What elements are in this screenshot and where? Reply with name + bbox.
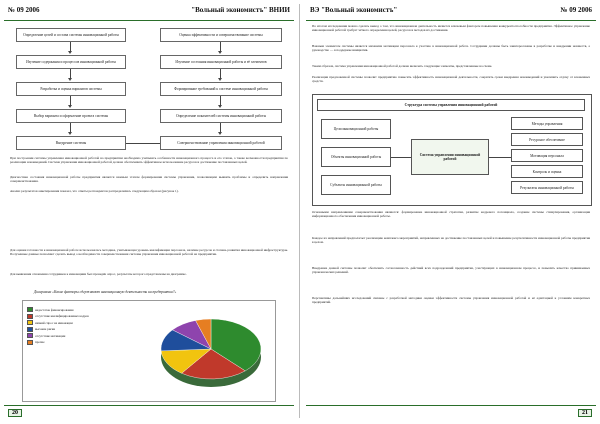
flow-arrow (220, 42, 221, 52)
legend-item: высокие риски (27, 327, 147, 332)
right-page (306, 4, 596, 418)
flow-connector (126, 143, 160, 144)
legend-item: недостаток финансирования (27, 307, 147, 312)
table-left-cell: Субъекты инновационной работы (321, 175, 391, 195)
left-header-number: № 09 2006 (8, 6, 40, 14)
table-right-cell: Ресурсное обеспечение (511, 133, 583, 146)
flow-arrow (70, 96, 71, 106)
table-right-cell: Контроль и оценка (511, 165, 583, 178)
flow-box-4: Выбор варианта и оформление проекта системы (16, 109, 126, 123)
pie-chart (151, 303, 271, 399)
right-page-number: 21 (578, 409, 592, 417)
flow-arrow (70, 123, 71, 133)
left-paragraph-3: Анализ результатов анкетирования показал, что ответы респондентов распределились следующим образом (рисунок 1). (10, 189, 179, 193)
table-connector (489, 157, 511, 158)
table-left-cell: Объекты инновационной работы (321, 147, 391, 167)
flow-arrow (70, 42, 71, 52)
table-right-cell: Мотивация персонала (511, 149, 583, 162)
right-paragraph-3: Таким образом, система управления инновационной работой должна включать следующие элементы, представленные на схеме. (312, 64, 493, 68)
flow-arrow (70, 69, 71, 79)
chart-legend (27, 307, 147, 346)
table-center-cell: Система управления инновационной работой (411, 139, 489, 175)
flow-box-6: Оценка эффективности и совершенствование системы (160, 28, 282, 42)
right-paragraph-5: Основными направлениями совершенствования являются: формирование инновационной стратегии, развитие кадрового потенциала, создание системы стимулирования, организация информационного обеспечения инновационной работы. (312, 210, 590, 219)
left-paragraph-2: Диагностика состояния инновационной работы предприятия является важным этапом формирования системы управления, позволяющим выявить проблемы и определить направления совершенствования. (10, 175, 288, 184)
right-paragraph-6: Каждое из направлений предполагает реализацию комплекса мероприятий, направленных на достижение поставленных целей и повышение результативности инновационной работы предприятия в целом. (312, 236, 590, 245)
flow-box-5: Внедрение системы (16, 136, 126, 150)
flow-arrow (220, 96, 221, 106)
right-paragraph-1: По итогам исследования можно сделать вывод о том, что инновационная деятельность является ключевым фактором повышения конкурентоспособности предприятия. Эффективное управление инновационной работой требует чёткого определения целей, ресурсов и методов их достижения. (312, 24, 590, 33)
right-footer (306, 405, 596, 418)
left-page-number: 20 (8, 409, 22, 417)
table-left-cell: Цели инновационной работы (321, 119, 391, 139)
structure-table (312, 94, 592, 206)
left-header (4, 4, 294, 21)
left-paragraph-5: Для выявления отношения сотрудников к инновациям был проведён опрос, результаты которого представлены на диаграмме. (10, 272, 187, 276)
flow-box-1: Определение целей и состава системы инновационной работы (16, 28, 126, 42)
left-footer (4, 405, 294, 418)
flow-box-7: Изучение состояния инновационной работы и её элементов (160, 55, 282, 69)
right-paragraph-2: Важным элементом системы является механизм мотивации персонала к участию в инновационной работе. Сотрудники должны быть заинтересованы в разработке и внедрении новшеств, а руководство — в поддержке инициатив. (312, 44, 590, 53)
right-paragraph-7: Внедрение данной системы позволит обеспечить согласованность действий всех подразделений предприятия, участвующих в инновационном процессе, и повысить качество принимаемых управленческих решений. (312, 266, 590, 275)
legend-item: отсутствие квалифицированных кадров (27, 314, 147, 319)
table-right-cell: Результаты инновационной работы (511, 181, 583, 194)
right-header-title: ВЭ "Вольный экономистъ" (310, 6, 398, 14)
flow-box-9: Определение показателей системы инновационной работы (160, 109, 282, 123)
flow-box-10: Совершенствование управления инновационной работой (160, 136, 282, 150)
flow-box-3: Разработка и оценка вариантов системы (16, 82, 126, 96)
flow-arrow (220, 123, 221, 133)
left-paragraph-4: Для оценки готовности к инновационной работе использовалась методика, учитывающая уровень квалификации персонала, наличие ресурсов и степень развития инновационной инфраструктуры. Полученные данные позволяют сделать вывод о необходимости совершенствования системы управления инновационной работой на предприятии. (10, 248, 288, 257)
legend-item: прочие (27, 340, 147, 345)
left-header-title: "Вольный экономистъ" ВНИИ (191, 6, 290, 14)
right-header-number: № 09 2006 (560, 6, 592, 14)
left-paragraph-1: При построении системы управления инновационной работой на предприятии необходимо учитывать особенности инновационного процесса и его этапов, а также возможности предприятия по реализации нововведений. Система управления инновационной работой должна обеспечивать эффективное использование ресурсов и достижение поставленных целей. (10, 156, 288, 165)
right-paragraph-4: Реализация предложенной системы позволит предприятию повысить эффективность инновационной деятельности, сократить сроки внедрения нововведений и увеличить отдачу от вложенных средств. (312, 75, 590, 84)
chart-frame (22, 300, 276, 402)
legend-item: низкий спрос на инновации (27, 320, 147, 325)
table-connector (391, 157, 411, 158)
flow-box-2: Изучение содержания и процессов инновационной работы (16, 55, 126, 69)
table-title: Структура системы управления инновационной работой (317, 99, 585, 111)
flow-arrow (220, 69, 221, 79)
chart-caption: Диаграмма «Какие факторы сдерживают инновационную деятельность на предприятии?» (34, 290, 177, 294)
page-divider (299, 4, 300, 418)
legend-item: отсутствие мотивации (27, 333, 147, 338)
left-page (4, 4, 294, 418)
right-paragraph-8: Перспективы дальнейших исследований связаны с разработкой методики оценки эффективности системы управления инновационной работой и её адаптацией к условиям конкретных предприятий. (312, 296, 590, 305)
table-right-cell: Методы управления (511, 117, 583, 130)
flow-box-8: Формирование требований к системе инновационной работы (160, 82, 282, 96)
right-header (306, 4, 596, 21)
